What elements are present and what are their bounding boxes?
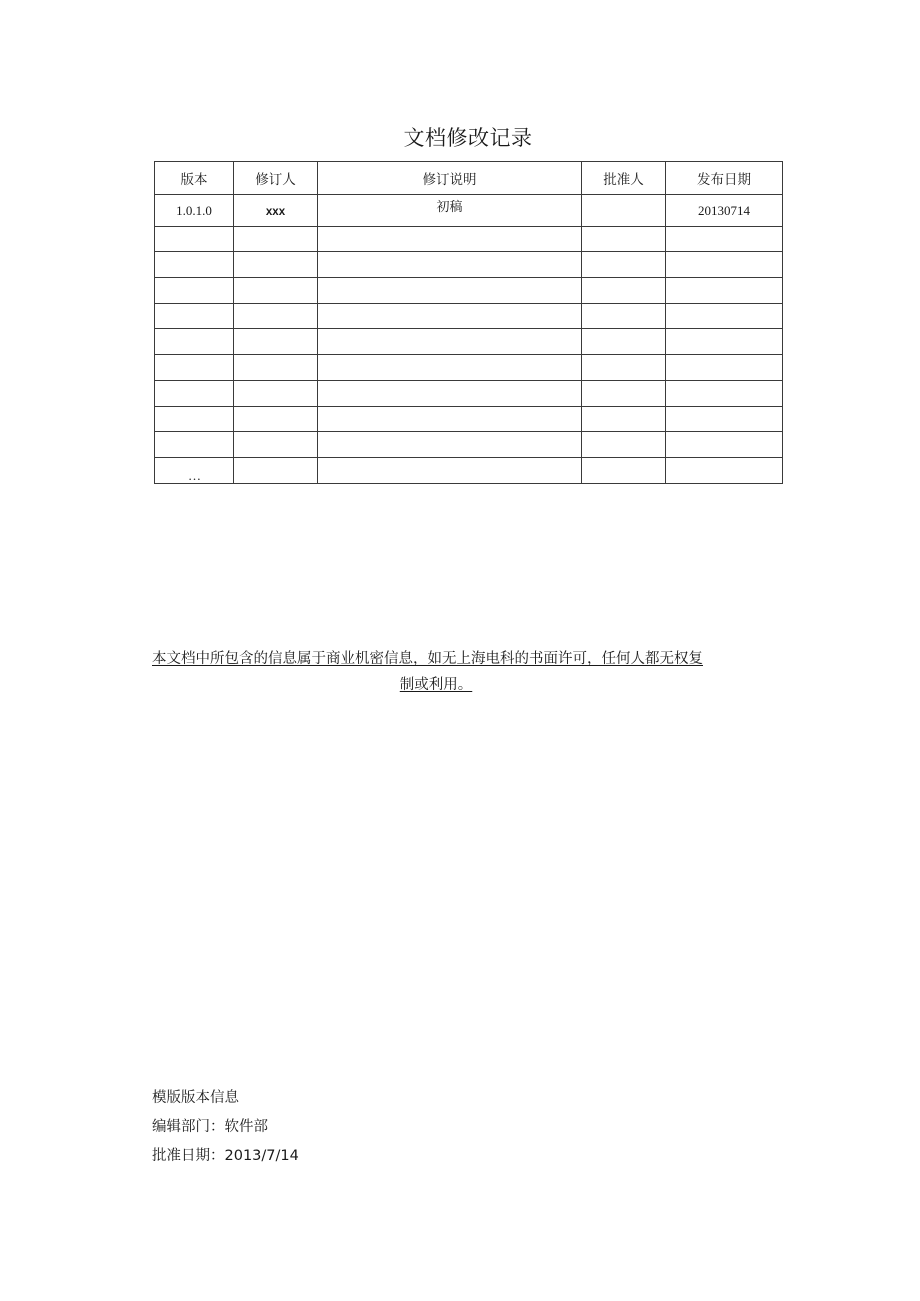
cell-reviser [234,278,318,304]
confidentiality-notice-line-1: 本文档中所包含的信息属于商业机密信息，如无上海电科的书面许可，任何人都无权复 [152,651,703,667]
table-row [155,303,783,329]
cell-description: 初稿 [318,195,582,227]
table-row [155,195,783,227]
cell-reviser [234,457,318,483]
cell-version [155,380,234,406]
cell-approver [582,226,666,252]
template-info-heading: 模版版本信息 [152,1090,239,1106]
template-version-info [152,1084,299,1171]
cell-reviser: xxx [234,195,318,227]
cell-description [318,432,582,458]
cell-version [155,226,234,252]
cell-reviser [234,226,318,252]
cell-release-date [666,355,783,381]
table-row [155,355,783,381]
cell-description [318,252,582,278]
confidentiality-notice-line-2: 制或利用。 [399,677,473,693]
table-header-row [155,162,783,195]
cell-release-date: 20130714 [666,195,783,227]
header-reviser: 修订人 [234,162,318,195]
cell-version [155,278,234,304]
cell-description [318,329,582,355]
cell-release-date [666,226,783,252]
cell-release-date [666,432,783,458]
header-description: 修订说明 [318,162,582,195]
cell-approver [582,278,666,304]
cell-reviser [234,406,318,432]
cell-reviser [234,355,318,381]
table-continuation-ellipsis: … [188,468,201,483]
cell-approver [582,252,666,278]
cell-approver [582,329,666,355]
cell-approver [582,195,666,227]
cell-release-date [666,406,783,432]
cell-approver [582,303,666,329]
cell-release-date [666,380,783,406]
cell-version [155,329,234,355]
header-version: 版本 [155,162,234,195]
table-row [155,252,783,278]
cell-description [318,278,582,304]
confidentiality-notice [152,646,712,698]
cell-reviser [234,303,318,329]
cell-description [318,380,582,406]
cell-description [318,303,582,329]
revision-table [154,161,783,484]
cell-release-date [666,303,783,329]
table-row [155,457,783,483]
table-row [155,329,783,355]
cell-approver [582,406,666,432]
cell-reviser [234,252,318,278]
table-row [155,226,783,252]
table-row [155,406,783,432]
cell-version: 1.0.1.0 [155,195,234,227]
cell-release-date [666,457,783,483]
document-title: 文档修改记录 [403,126,533,150]
template-info-department: 编辑部门：软件部 [152,1119,268,1135]
table-row [155,380,783,406]
cell-description [318,457,582,483]
cell-approver [582,355,666,381]
cell-version [155,355,234,381]
cell-release-date [666,329,783,355]
header-release-date: 发布日期 [666,162,783,195]
cell-release-date [666,278,783,304]
cell-approver [582,457,666,483]
cell-approver [582,432,666,458]
cell-reviser [234,329,318,355]
cell-description [318,226,582,252]
cell-approver [582,380,666,406]
template-info-approval-date: 批准日期：2013/7/14 [152,1148,299,1164]
cell-version [155,406,234,432]
cell-description [318,406,582,432]
table-row [155,278,783,304]
table-row [155,432,783,458]
cell-description [318,355,582,381]
cell-release-date [666,252,783,278]
cell-reviser [234,432,318,458]
cell-version [155,252,234,278]
header-approver: 批准人 [582,162,666,195]
cell-version [155,432,234,458]
cell-reviser [234,380,318,406]
cell-version [155,303,234,329]
